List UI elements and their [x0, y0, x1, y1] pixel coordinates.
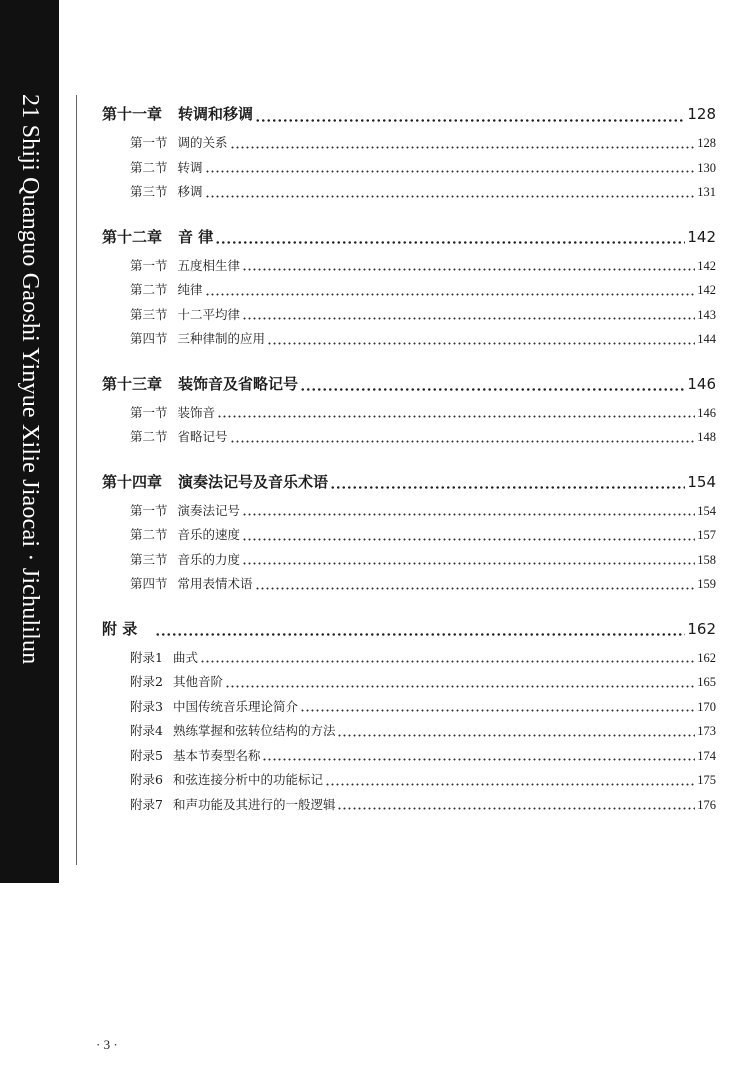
section-title: 装饰音 — [177, 404, 216, 420]
section-entry[interactable] — [102, 305, 716, 330]
chapter-number: 第十三章 — [102, 374, 163, 393]
section-number: 第二节 — [130, 527, 168, 542]
section-number: 第四节 — [130, 576, 168, 591]
dot-leader — [242, 268, 695, 271]
section-title: 中国传统音乐理论简介 — [172, 698, 298, 714]
section-title: 常用表情术语 — [177, 576, 253, 591]
chapter-number: 第十一章 — [102, 105, 163, 123]
section-entry[interactable] — [102, 256, 716, 281]
section-title: 音乐的速度 — [177, 527, 241, 542]
section-number: 第一节 — [130, 135, 168, 150]
dot-leader — [242, 562, 695, 565]
dot-leader — [225, 685, 695, 688]
page-number: · 3 · — [96, 1037, 118, 1052]
section-title: 转调 — [177, 159, 203, 175]
section-title: 音乐的力度 — [177, 551, 241, 567]
chapter-page: 154 — [687, 472, 716, 491]
section-entry[interactable] — [102, 648, 716, 673]
section-page: 128 — [697, 136, 716, 150]
section-page: 162 — [697, 650, 716, 665]
chapter-page: 146 — [687, 374, 716, 393]
dot-leader — [230, 146, 696, 149]
section-entry[interactable] — [102, 525, 716, 550]
series-title: 21 Shiji Quanguo Gaoshi Yinyue Xilie Jiaocai · Jichulilun — [17, 94, 43, 665]
section-title: 其他音阶 — [172, 674, 223, 689]
section-page: 157 — [697, 528, 716, 542]
dot-leader — [205, 170, 696, 173]
section-number: 附录2 — [130, 674, 163, 689]
chapter-entry[interactable] — [102, 226, 716, 256]
section-title: 和弦连接分析中的功能标记 — [172, 772, 323, 787]
section-title: 演奏法记号 — [177, 502, 241, 518]
section-number: 第一节 — [130, 502, 168, 518]
section-page: 130 — [697, 160, 716, 175]
chapter-entry[interactable] — [102, 471, 716, 501]
section-number: 第三节 — [130, 551, 168, 567]
section-number: 附录3 — [130, 698, 163, 714]
section-title: 纯律 — [177, 282, 203, 297]
dot-leader — [300, 388, 685, 391]
section-title: 基本节奏型名称 — [172, 747, 261, 763]
section-entry[interactable] — [102, 501, 716, 526]
dot-leader — [155, 633, 685, 636]
dot-leader — [337, 807, 695, 810]
chapter-title: 音 律 — [178, 227, 214, 246]
dot-leader — [200, 660, 695, 663]
section-title: 移调 — [177, 184, 203, 199]
section-page: 142 — [697, 283, 716, 297]
section-title: 调的关系 — [177, 135, 228, 150]
dot-leader — [255, 119, 685, 122]
chapter-title: 演奏法记号及音乐术语 — [178, 472, 329, 491]
section-entry[interactable] — [102, 574, 716, 599]
chapter-number: 附 录 — [102, 619, 138, 638]
sidebar-band — [0, 0, 59, 883]
section-number: 附录1 — [130, 649, 163, 665]
section-number: 第一节 — [130, 404, 168, 420]
section-title: 十二平均律 — [177, 306, 241, 322]
section-page: 154 — [697, 503, 716, 518]
chapter-entry[interactable] — [102, 373, 716, 403]
chapter-page: 162 — [687, 619, 716, 638]
section-number: 第二节 — [130, 159, 168, 175]
section-page: 159 — [697, 577, 716, 591]
dot-leader — [215, 241, 685, 244]
section-entry[interactable] — [102, 795, 716, 820]
section-entry[interactable] — [102, 427, 716, 452]
section-number: 附录4 — [130, 723, 163, 738]
chapter-entry[interactable] — [102, 618, 716, 648]
chapter-number: 第十二章 — [102, 227, 163, 246]
vertical-rule — [76, 95, 77, 865]
dot-leader — [230, 440, 696, 443]
section-entry[interactable] — [102, 403, 716, 428]
dot-leader — [205, 293, 696, 296]
dot-leader — [330, 486, 685, 489]
section-entry[interactable] — [102, 182, 716, 207]
chapter-entry[interactable] — [102, 103, 716, 133]
chapter-page: 128 — [687, 105, 716, 123]
dot-leader — [262, 758, 695, 761]
section-title: 三种律制的应用 — [177, 331, 266, 346]
section-page: 176 — [697, 797, 716, 812]
section-page: 174 — [697, 748, 716, 763]
section-entry[interactable] — [102, 721, 716, 746]
section-entry[interactable] — [102, 158, 716, 183]
section-entry[interactable] — [102, 133, 716, 158]
dot-leader — [337, 734, 695, 737]
section-entry[interactable] — [102, 672, 716, 697]
section-page: 142 — [697, 258, 716, 273]
section-number: 第二节 — [130, 282, 168, 297]
section-entry[interactable] — [102, 280, 716, 305]
section-page: 173 — [697, 724, 716, 738]
chapter-block — [102, 103, 716, 207]
dot-leader — [267, 342, 695, 345]
section-number: 第二节 — [130, 429, 168, 444]
section-entry[interactable] — [102, 697, 716, 722]
section-title: 和声功能及其进行的一般逻辑 — [172, 796, 336, 812]
chapter-block — [102, 226, 716, 354]
chapter-block — [102, 471, 716, 599]
dot-leader — [255, 587, 696, 590]
dot-leader — [242, 538, 695, 541]
dot-leader — [242, 317, 695, 320]
section-title: 熟练掌握和弦转位结构的方法 — [172, 723, 336, 738]
chapter-page: 142 — [687, 227, 716, 246]
dot-leader — [300, 709, 695, 712]
dot-leader — [217, 415, 695, 418]
section-number: 附录6 — [130, 772, 163, 787]
section-page: 131 — [697, 185, 716, 199]
section-page: 175 — [697, 773, 716, 787]
section-number: 附录7 — [130, 796, 163, 812]
section-page: 148 — [697, 430, 716, 444]
section-entry[interactable] — [102, 550, 716, 575]
section-page: 146 — [697, 405, 716, 420]
section-page: 165 — [697, 675, 716, 689]
section-page: 170 — [697, 699, 716, 714]
section-title: 省略记号 — [177, 429, 228, 444]
section-page: 158 — [697, 552, 716, 567]
chapter-number: 第十四章 — [102, 472, 163, 491]
section-number: 第三节 — [130, 184, 168, 199]
section-number: 附录5 — [130, 747, 163, 763]
section-number: 第四节 — [130, 331, 168, 346]
dot-leader — [325, 783, 695, 786]
section-title: 曲式 — [172, 649, 198, 665]
section-title: 五度相生律 — [177, 257, 241, 273]
dot-leader — [242, 513, 695, 516]
table-of-contents — [102, 103, 716, 838]
section-page: 143 — [697, 307, 716, 322]
chapter-title: 装饰音及省略记号 — [178, 374, 299, 393]
section-entry[interactable] — [102, 770, 716, 795]
chapter-block — [102, 373, 716, 452]
dot-leader — [205, 195, 696, 198]
section-entry[interactable] — [102, 746, 716, 771]
chapter-block — [102, 618, 716, 820]
chapter-title: 转调和移调 — [178, 105, 254, 123]
section-page: 144 — [697, 332, 716, 346]
section-entry[interactable] — [102, 329, 716, 354]
section-number: 第三节 — [130, 306, 168, 322]
section-number: 第一节 — [130, 257, 168, 273]
